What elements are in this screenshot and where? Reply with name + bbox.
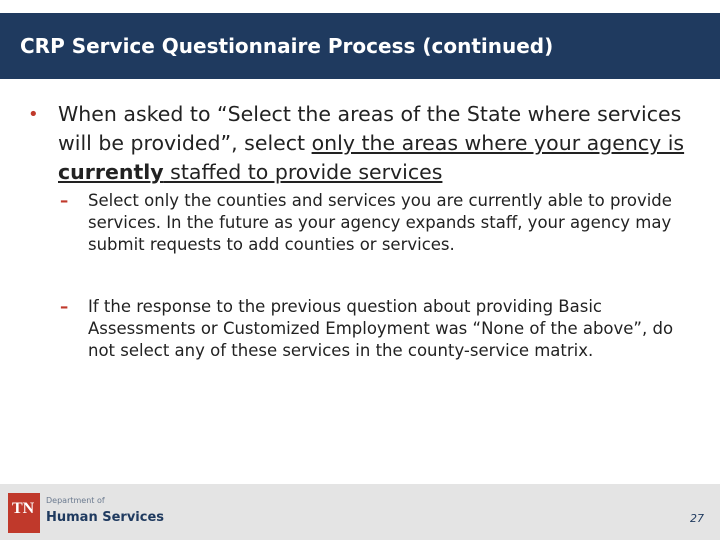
sub-bullet bbox=[60, 296, 700, 362]
main-bullet bbox=[28, 100, 696, 187]
tn-logo-icon bbox=[8, 493, 40, 533]
main-bullet-part1: When asked to “Select the areas of the State where services will be provided”, select bbox=[58, 102, 682, 155]
sub-bullet-text: If the response to the previous question about providing Basic Assessments or Customized Employment was “None of the above”, do not select any of these services in the county-service matrix. bbox=[88, 297, 674, 360]
main-bullet-underlined2: staffed to provide services bbox=[163, 160, 443, 184]
sub-bullet bbox=[60, 190, 700, 256]
page-number: 27 bbox=[690, 512, 704, 525]
main-bullet-text bbox=[58, 100, 696, 187]
logo-abbrev: TN bbox=[12, 500, 35, 517]
logo-name: Human Services bbox=[46, 510, 165, 525]
bullet-dot-icon: • bbox=[28, 104, 39, 125]
dash-icon: – bbox=[60, 191, 69, 210]
main-bullet-emphasis: currently bbox=[58, 160, 164, 184]
dash-icon: – bbox=[60, 297, 69, 316]
sub-bullet-text: Select only the counties and services you are currently able to provide services. In the future as your agency expands staff, your agency may submit requests to add counties or services. bbox=[88, 191, 672, 254]
slide-title: CRP Service Questionnaire Process (continued) bbox=[20, 34, 554, 58]
dhs-logo bbox=[8, 493, 165, 533]
main-bullet-underlined1: only the areas where your agency is bbox=[311, 131, 685, 155]
logo-department: Department of bbox=[46, 496, 105, 505]
